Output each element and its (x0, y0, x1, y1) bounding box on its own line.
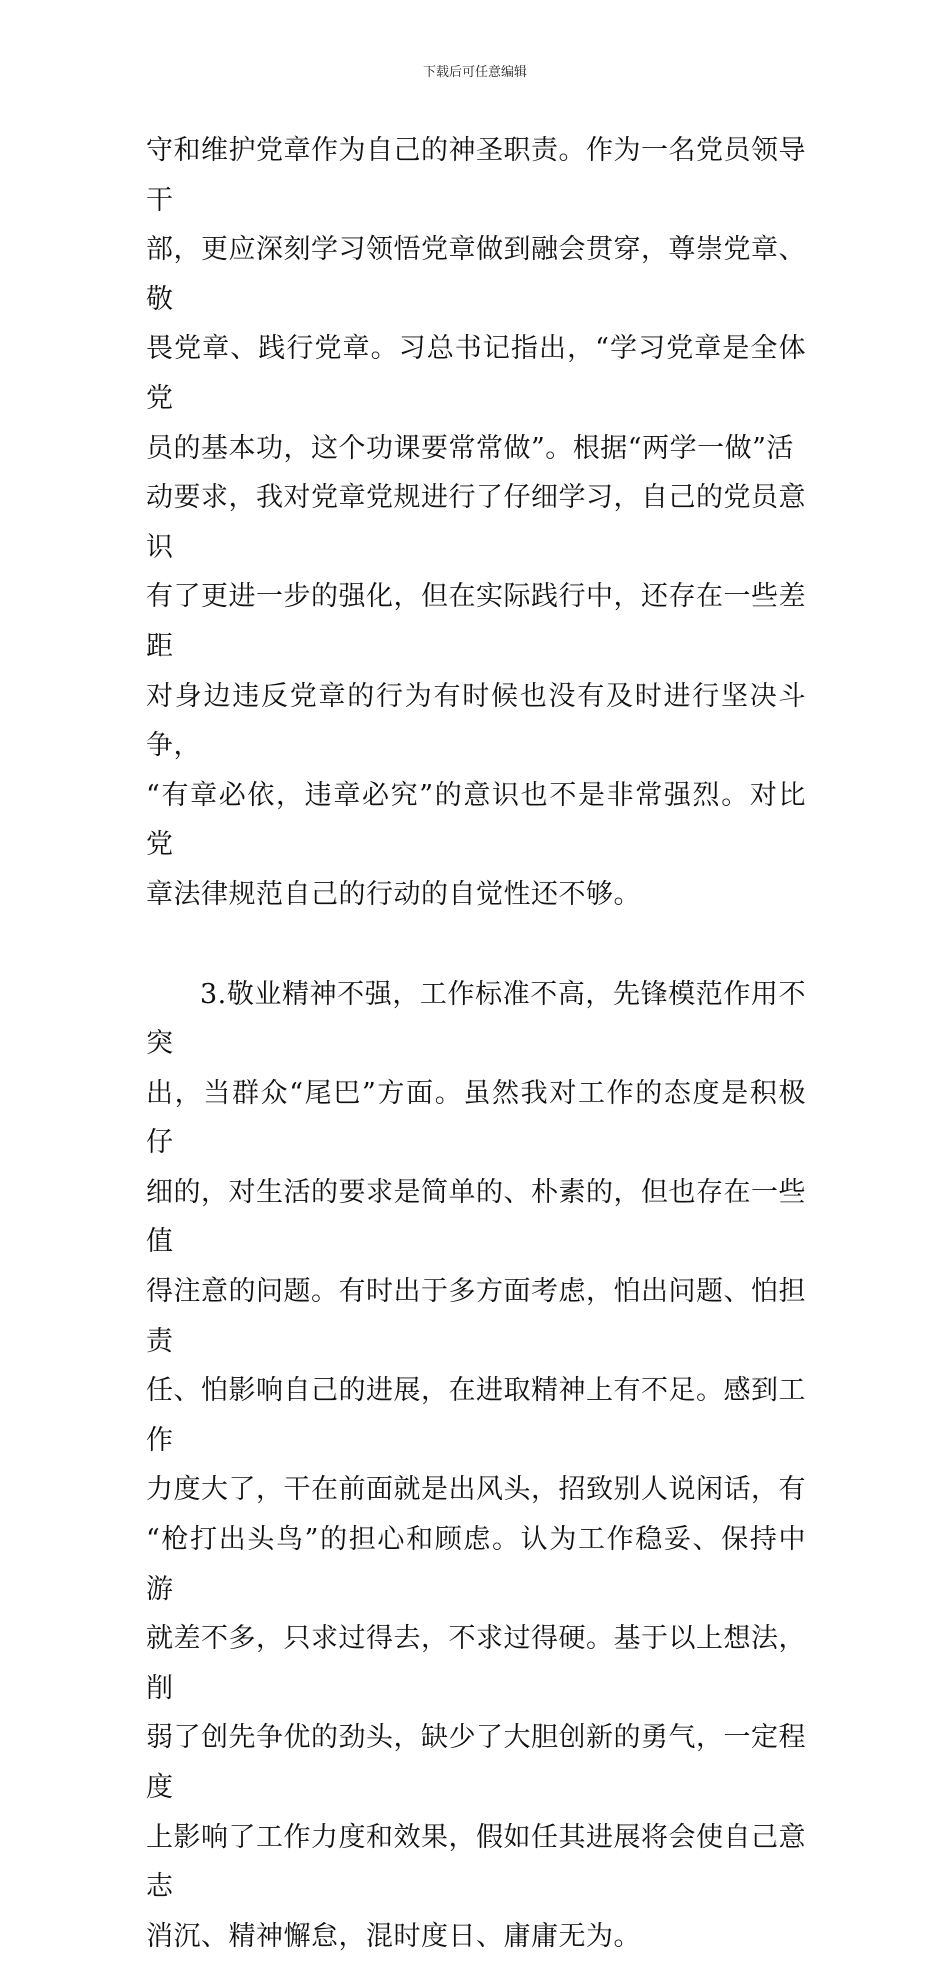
text-line: 对身边违反党章的行为有时候也没有及时进行坚决斗争， (146, 672, 806, 771)
text-line: 消沉、精神懈怠，混时度日、庸庸无为。 (146, 1912, 806, 1961)
text-line: 力度大了，干在前面就是出风头，招致别人说闲话，有 (146, 1465, 806, 1515)
page-header-note: 下载后可任意编辑 (0, 64, 950, 82)
paragraph-2 (146, 970, 806, 1961)
paragraph-1 (146, 126, 806, 920)
text-line: “有章必依，违章必究”的意识也不是非常强烈。对比党 (146, 771, 806, 870)
text-line: 部，更应深刻学习领悟党章做到融会贯穿，尊崇党章、敬 (146, 225, 806, 324)
text-line: 得注意的问题。有时出于多方面考虑，怕出问题、怕担责 (146, 1267, 806, 1366)
text-line: 动要求，我对党章党规进行了仔细学习，自己的党员意识 (146, 473, 806, 572)
text-line: “枪打出头鸟”的担心和顾虑。认为工作稳妥、保持中游 (146, 1515, 806, 1614)
text-line: 细的，对生活的要求是简单的、朴素的，但也存在一些值 (146, 1168, 806, 1267)
text-line: 守和维护党章作为自己的神圣职责。作为一名党员领导干 (146, 126, 806, 225)
text-line: 畏党章、践行党章。习总书记指出，“学习党章是全体党 (146, 324, 806, 423)
text-line: 有了更进一步的强化，但在实际践行中，还存在一些差距 (146, 572, 806, 671)
text-line-indented: 3.敬业精神不强，工作标准不高，先锋模范作用不突 (146, 970, 806, 1069)
text-line: 任、怕影响自己的进展，在进取精神上有不足。感到工作 (146, 1366, 806, 1465)
text-line: 出，当群众“尾巴”方面。虽然我对工作的态度是积极仔 (146, 1069, 806, 1168)
paragraph-spacer (146, 920, 806, 970)
text-line: 上影响了工作力度和效果，假如任其进展将会使自己意志 (146, 1813, 806, 1912)
text-line: 章法律规范自己的行动的自觉性还不够。 (146, 870, 806, 920)
text-line: 员的基本功，这个功课要常常做”。根据“两学一做”活 (146, 424, 806, 474)
document-body (146, 126, 806, 1961)
text-line: 就差不多，只求过得去，不求过得硬。基于以上想法，削 (146, 1614, 806, 1713)
text-line: 弱了创先争优的劲头，缺少了大胆创新的勇气，一定程度 (146, 1713, 806, 1812)
